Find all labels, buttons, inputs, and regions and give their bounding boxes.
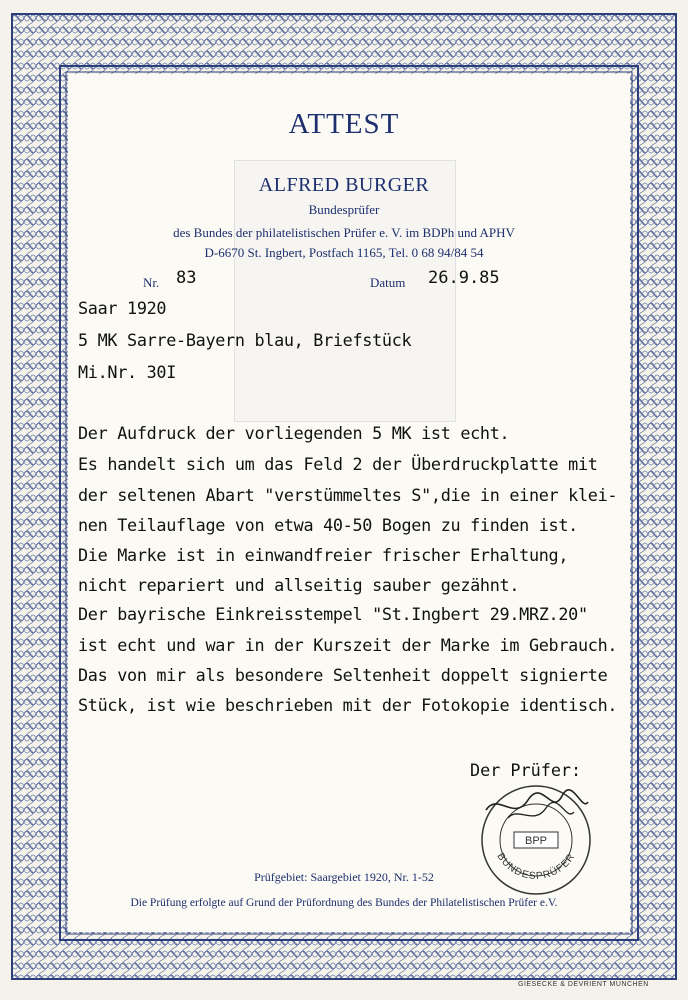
expert-association: des Bundes der philatelistischen Prüfer e. V. im BDPh und APHV bbox=[173, 225, 515, 240]
printer-mark: GIESECKE & DEVRIENT MÜNCHEN bbox=[518, 981, 649, 988]
certificate-title: ATTEST bbox=[288, 108, 400, 140]
examination-region: Prüfgebiet: Saargebiet 1920, Nr. 1-52 bbox=[254, 870, 434, 884]
body-line: Stück, ist wie beschrieben mit der Fotokopie identisch. bbox=[78, 695, 618, 715]
stamp-arc-text: BUNDESPRÜFER bbox=[494, 851, 578, 883]
stamp-center-text: BPP bbox=[524, 835, 548, 847]
signer-label: Der Prüfer: bbox=[470, 760, 582, 780]
expert-address: D-6670 St. Ingbert, Postfach 1165, Tel. 0 68 94/84 54 bbox=[204, 245, 484, 260]
date-label: Datum bbox=[370, 275, 406, 290]
body-line: Der Aufdruck der vorliegenden 5 MK ist echt. bbox=[78, 423, 510, 443]
item-line: 5 MK Sarre-Bayern blau, Briefstück bbox=[78, 330, 412, 350]
watermark bbox=[234, 160, 456, 422]
expert-name: ALFRED BURGER bbox=[258, 174, 430, 196]
item-line: Saar 1920 bbox=[78, 298, 167, 318]
body-line: der seltenen Abart "verstümmeltes S",die in einer klei- bbox=[78, 485, 618, 505]
item-line: Mi.Nr. 30I bbox=[78, 362, 177, 382]
body-line: Der bayrische Einkreisstempel "St.Ingbert 29.MRZ.20" bbox=[78, 604, 588, 624]
number-label: Nr. bbox=[143, 275, 160, 290]
body-line: Das von mir als besondere Seltenheit doppelt signierte bbox=[78, 665, 608, 685]
body-line: nen Teilauflage von etwa 40-50 Bogen zu finden ist. bbox=[78, 515, 578, 535]
body-line: Die Marke ist in einwandfreier frischer Erhaltung, bbox=[78, 545, 569, 565]
body-line: Es handelt sich um das Feld 2 der Überdruckplatte mit bbox=[78, 454, 598, 474]
certificate-date: 26.9.85 bbox=[428, 268, 500, 288]
body-line: nicht repariert und allseitig sauber gezähnt. bbox=[78, 575, 520, 595]
expert-role: Bundesprüfer bbox=[308, 202, 380, 217]
body-line: ist echt und war in der Kurszeit der Marke im Gebrauch. bbox=[78, 635, 618, 655]
footnote: Die Prüfung erfolgte auf Grund der Prüfordnung des Bundes der Philatelistischen Prüfer e.V. bbox=[130, 897, 558, 909]
certificate-number: 83 bbox=[176, 268, 197, 288]
